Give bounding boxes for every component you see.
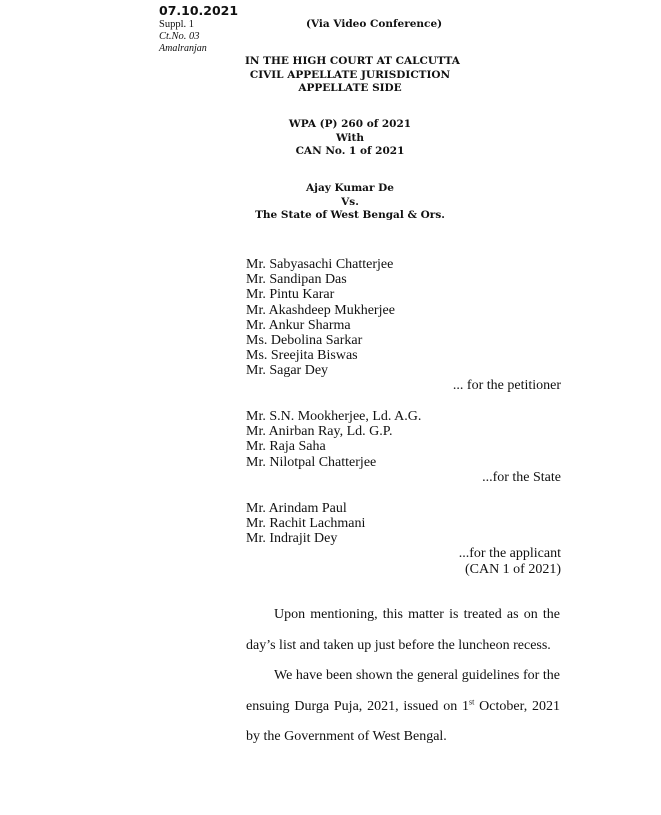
paragraph-2-text-cont: October, 2021 by the Government of West Bengal. [246, 698, 560, 744]
counsel-name: Mr. Nilotpal Chatterjee [246, 454, 377, 470]
counsel-name: Mr. Sagar Dey [246, 363, 329, 379]
counsel-name: Mr. Arindam Paul [246, 501, 347, 516]
court-title [245, 55, 460, 96]
versus: Vs. [341, 195, 359, 208]
counsel-name: Mr. Indrajit Dey [246, 531, 338, 547]
case-line: WPA (P) 260 of 2021 [288, 118, 412, 130]
case-line: CAN No. 1 of 2021 [295, 145, 405, 157]
court-line: APPELLATE SIDE [298, 82, 402, 94]
for-applicant-line: ...for the applicant [458, 546, 561, 561]
via-video-conference: (Via Video Conference) [306, 18, 443, 30]
for-applicant-line: (CAN 1 of 2021) [464, 561, 561, 577]
counsel-name: Ms. Sreejita Biswas [246, 348, 358, 364]
clerk-initials: Amalranjan [159, 43, 207, 54]
paragraph-2 [246, 661, 560, 753]
court-line: IN THE HIGH COURT AT CALCUTTA [245, 55, 460, 67]
parties [245, 182, 455, 223]
counsel-name: Mr. Anirban Ray, Ld. G.P. [246, 424, 393, 440]
case-line: With [335, 131, 365, 144]
respondent-name: The State of West Bengal & Ors. [255, 209, 445, 221]
court-line: CIVIL APPELLATE JURISDICTION [249, 68, 451, 81]
order-date: 07.10.2021 [159, 3, 239, 18]
counsel-name: Mr. S.N. Mookherjee, Ld. A.G. [246, 409, 422, 424]
counsel-name: Mr. Sabyasachi Chatterjee [246, 257, 394, 272]
petitioner-name: Ajay Kumar De [306, 182, 394, 194]
for-state: ...for the State [482, 470, 561, 485]
counsel-name: Mr. Raja Saha [246, 439, 326, 455]
order-body [246, 600, 560, 753]
supplementary-note: Suppl. 1 [159, 19, 195, 30]
counsel-name: Ms. Debolina Sarkar [246, 333, 363, 349]
counsel-name: Mr. Akashdeep Mukherjee [246, 302, 395, 318]
court-number: Ct.No. 03 [159, 31, 200, 42]
paragraph-1: Upon mentioning, this matter is treated as on the day’s list and taken up just before the luncheon recess. [246, 607, 560, 653]
counsel-name: Mr. Rachit Lachmani [246, 516, 366, 532]
for-applicant [459, 546, 561, 577]
ordinal-suffix: st [469, 696, 475, 706]
counsel-name: Mr. Pintu Karar [246, 287, 335, 303]
paragraph-2-text: We have been shown the general guidelines for the ensuing Durga Puja, 2021, issued on 1 [246, 668, 560, 714]
case-number [245, 118, 455, 159]
applicant-counsel-list [246, 501, 365, 547]
petitioner-counsel-list [246, 257, 395, 379]
counsel-name: Mr. Sandipan Das [246, 272, 347, 288]
for-petitioner: ... for the petitioner [452, 378, 561, 393]
state-counsel-list [246, 409, 421, 470]
counsel-name: Mr. Ankur Sharma [246, 317, 351, 333]
